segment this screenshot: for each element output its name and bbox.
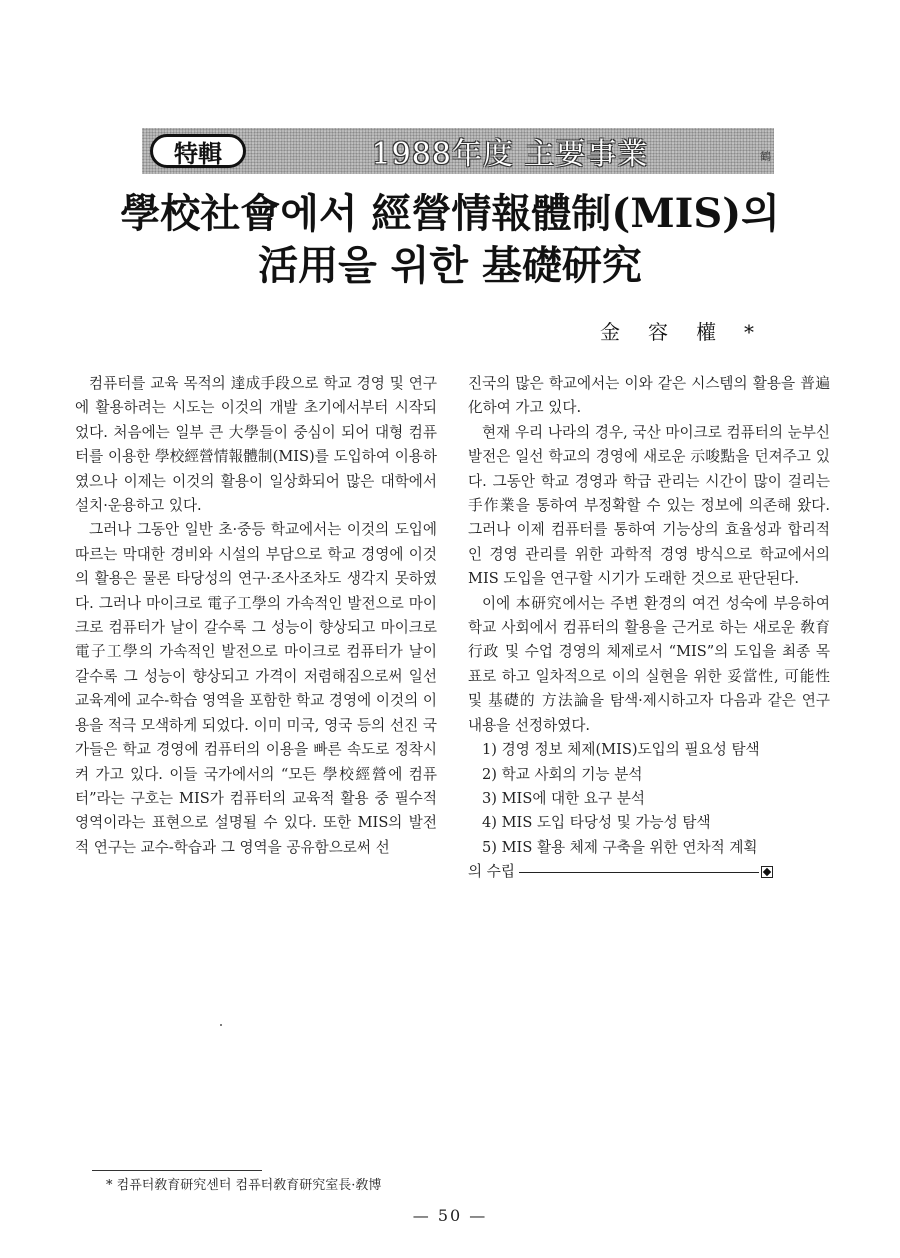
footnote: * 컴퓨터敎育研究센터 컴퓨터敎育研究室長·敎博: [106, 1178, 382, 1193]
list-item: 4) MIS 도입 타당성 및 가능성 탐색: [482, 814, 711, 832]
footnote-rule: [92, 1170, 262, 1171]
list-item: 2) 학교 사회의 기능 분석: [482, 765, 643, 783]
article-title-line-2: 活用을 위한 基礎研究: [258, 242, 642, 289]
paragraph: 이에 本研究에서는 주변 환경의 여건 성숙에 부응하여 학교 사회에서 컴퓨터의 활용을 근거로 하는 새로운 敎育行政 및 수업 경영의 체제로서 “MIS”의 도입을 최종 목표로 하고 일차적으로 이의 실현을 위한 妥當性, 可能性 및 基礎的 方法論을 탐색·제시하고자 다음과 같은 연구 내용을 선정하였다.: [468, 594, 830, 734]
special-feature-badge: 特輯: [150, 134, 246, 168]
paragraph: 컴퓨터를 교육 목적의 達成手段으로 학교 경영 및 연구에 활용하려는 시도는 이것의 개발 초기에서부터 시작되었다. 처음에는 일부 큰 大學들이 중심이 되어 대형 컴퓨터를 이용한 學校經營情報體制(MIS)를 도입하여 이용하였으나 이제는 이것의 활용이 일상화되어 많은 대학에서 설치·운용하고 있다.: [75, 375, 437, 515]
author-name: 金容權*: [600, 320, 782, 344]
left-column: [75, 372, 437, 860]
banner-title: 1988年度 主要事業: [371, 137, 649, 172]
list-item-end: [468, 860, 830, 884]
end-rule: [519, 872, 759, 873]
right-column: [468, 372, 830, 885]
page-number: — 50 —: [412, 1206, 488, 1225]
paragraph: 현재 우리 나라의 경우, 국산 마이크로 컴퓨터의 눈부신 발전은 일선 학교의 경영에 새로운 示唆點을 던져주고 있다. 그동안 학교 경영과 학급 관리는 시간이 많이 걸리는 手作業을 통하여 부정확할 수 있는 정보에 의존해 왔다. 그러나 이제 컴퓨터를 통하여 기능상의 효율성과 합리적인 경영 관리를 위한 과학적 경영 방식으로 학교에서의 MIS 도입을 연구할 시기가 도래한 것으로 판단된다.: [468, 423, 830, 588]
print-speck: [220, 1024, 222, 1026]
corner-mark: 鶴: [760, 150, 771, 163]
list-item: 1) 경영 정보 체제(MIS)도입의 필요성 탐색: [482, 741, 760, 759]
paragraph-continuation: 진국의 많은 학교에서는 이와 같은 시스템의 활용을 普遍化하여 가고 있다.: [468, 375, 830, 417]
list-item-end-text: 의 수립: [468, 863, 515, 881]
list-item: 3) MIS에 대한 요구 분석: [482, 789, 645, 807]
article-title-line-1: 學校社會에서 經營情報體制(MIS)의: [120, 190, 780, 237]
list-item: 5) MIS 활용 체제 구축을 위한 연차적 계획: [482, 838, 758, 856]
article-title: [100, 188, 800, 292]
paragraph: 그러나 그동안 일반 초·중등 학교에서는 이것의 도입에 따르는 막대한 경비와 시설의 부담으로 학교 경영에 이것의 활용은 물론 타당성의 연구·조사조차도 생각지 못하였다. 그러나 마이크로 電子工學의 가속적인 발전으로 마이크로 컴퓨터가 날이 갈수록 그 성능이 향상되고 마이크로 電子工學의 가속적인 발전으로 마이크로 컴퓨터가 날이 갈수록 그 성능이 향상되고 가격이 저렴해짐으로써 일선 교육계에 교수-학습 영역을 포함한 학교 경영에 이것의 이용을 적극 모색하게 되었다. 이미 미국, 영국 등의 선진 국가들은 학교 경영에 컴퓨터의 이용을 빠른 속도로 정착시켜 가고 있다. 이들 국가에서의 “모든 學校經營에 컴퓨터”라는 구호는 MIS가 컴퓨터의 교육적 활용 중 필수적 영역이라는 표현으로 설명될 수 있다. 또한 MIS의 발전적 연구는 교수-학습과 그 영역을 공유함으로써 선: [75, 521, 437, 856]
end-of-article-icon: [761, 866, 773, 878]
